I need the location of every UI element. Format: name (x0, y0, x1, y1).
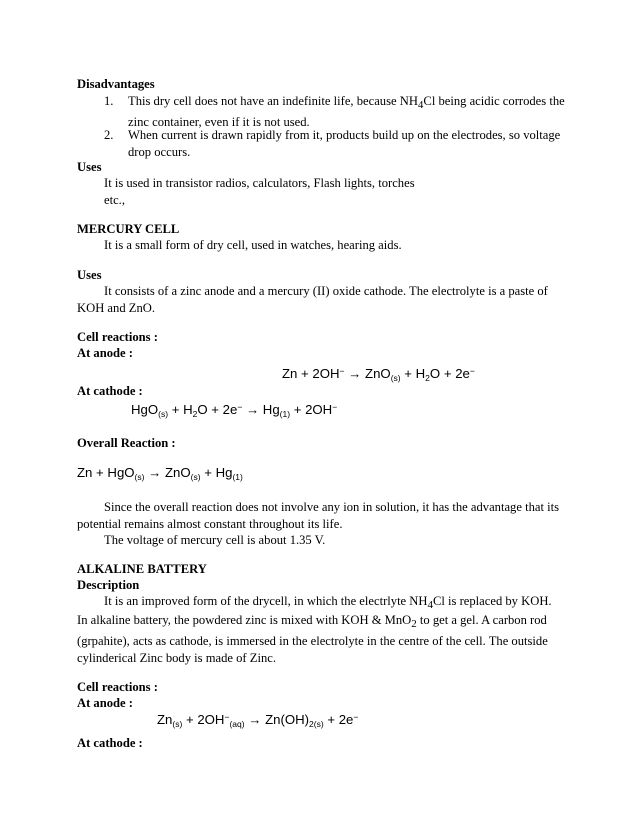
alkaline-line4: cylinderical Zinc body is made of Zinc. (77, 651, 276, 665)
alkaline-anode-equation: $Zn_{(s)} + 2OH^-_{(aq)} \to Zn(OH)_{2(s)} + 2e^-$ (157, 712, 359, 729)
alkaline-line2: In alkaline battery, the powdered zinc is mixed with KOH & MnO$_2$ to get a gel. A carbon rod (77, 613, 547, 630)
disadvantage-2-line1: When current is drawn rapidly from it, products build up on the electrodes, so voltage (128, 128, 561, 142)
mercury-note-line1: Since the overall reaction does not involve any ion in solution, it has the advantage that its (104, 500, 560, 514)
cathode-equation: $HgO_{(s)} + H_2O + 2e^- \to Hg_{(1)} + 2OH^-$ (131, 402, 338, 419)
disadvantage-1-line1: This dry cell does not have an indefinite life, because $NH_4Cl$ being acidic corrodes the (128, 94, 565, 111)
alkaline-heading: ALKALINE BATTERY (77, 562, 207, 576)
disadvantage-1-line2: zinc container, even if it is not used. (128, 115, 310, 129)
mercury-note-line3: The voltage of mercury cell is about 1.35 V. (104, 533, 326, 547)
alkaline-line3: (grpahite), acts as cathode, is immersed in the electrolyte in the centre of the cell. The outside (77, 634, 548, 648)
cell-reactions-heading: Cell reactions : (77, 680, 158, 694)
mercury-cell-text: It is a small form of dry cell, used in watches, hearing aids. (104, 238, 402, 252)
description-heading: Description (77, 578, 140, 592)
alkaline-line1: It is an improved form of the drycell, in which the electrlyte $NH_4Cl$ is replaced by KOH. (104, 594, 552, 611)
overall-reaction-heading: Overall Reaction : (77, 436, 176, 450)
uses-line2: etc., (104, 193, 125, 207)
anode-label: At anode : (77, 346, 133, 360)
cathode-label: At cathode : (77, 736, 143, 750)
list-number: 2. (104, 128, 114, 142)
disadvantages-heading: Disadvantages (77, 77, 155, 91)
uses2-line2: KOH and ZnO. (77, 301, 155, 315)
uses2-line1: It consists of a zinc anode and a mercury (II) oxide cathode. The electrolyte is a paste of (104, 284, 548, 298)
cathode-label: At cathode : (77, 384, 143, 398)
uses-heading: Uses (77, 160, 102, 174)
cell-reactions-heading: Cell reactions : (77, 330, 158, 344)
overall-equation: $Zn + HgO_{(s)} \to ZnO_{(s)} + Hg_{(1)}$ (77, 465, 243, 482)
uses-line1: It is used in transistor radios, calculators, Flash lights, torches (104, 176, 415, 190)
mercury-cell-heading: MERCURY CELL (77, 222, 180, 236)
anode-equation: $Zn + 2OH^- \to ZnO_{(s)} + H_2O + 2e^-$ (282, 366, 475, 383)
anode-label: At anode : (77, 696, 133, 710)
uses-heading: Uses (77, 268, 102, 282)
list-number: 1. (104, 94, 114, 108)
disadvantage-2-line2: drop occurs. (128, 145, 191, 159)
mercury-note-line2: potential remains almost constant throughout its life. (77, 517, 343, 531)
